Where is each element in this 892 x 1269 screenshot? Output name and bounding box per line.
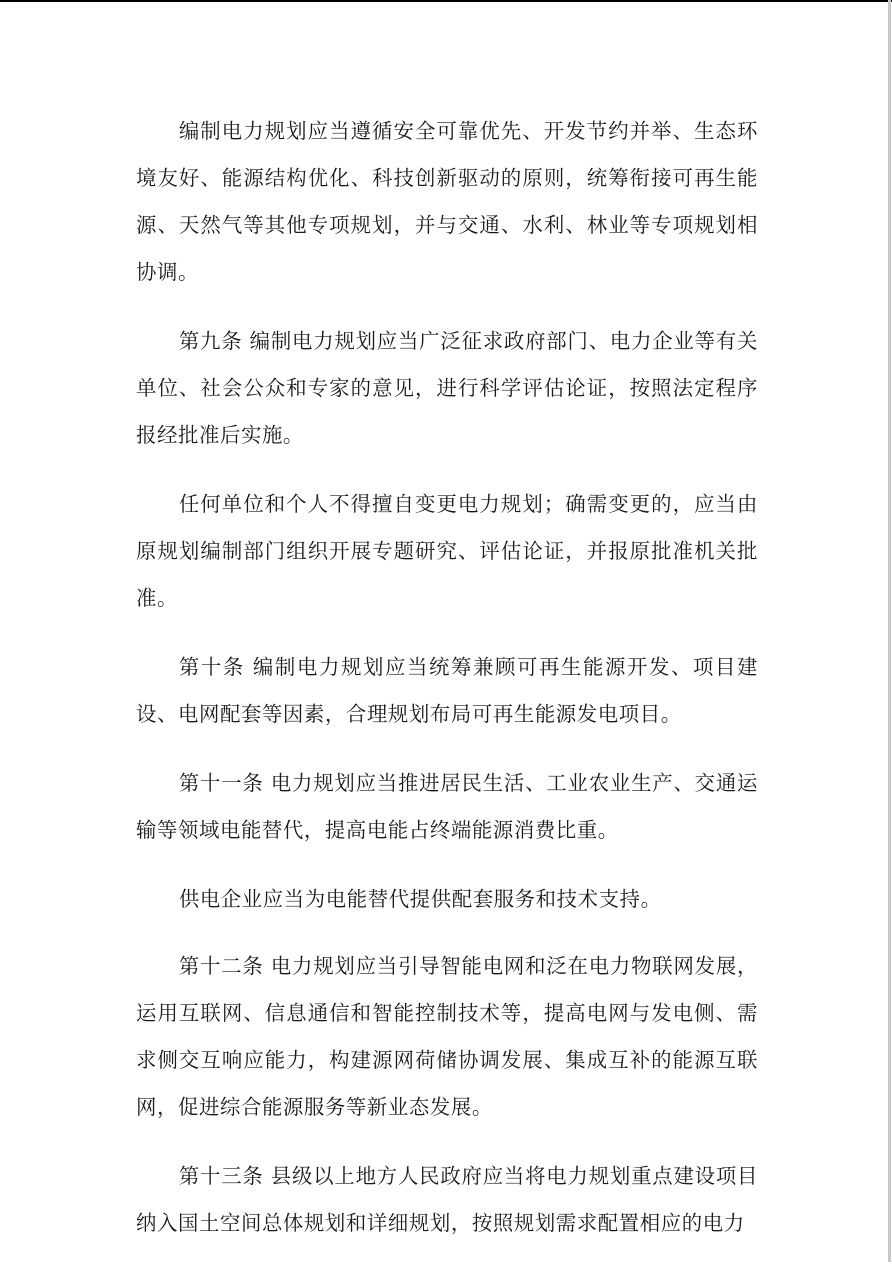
paragraph-power-supply-support: 供电企业应当为电能替代提供配套服务和技术支持。 [178, 887, 662, 911]
paragraph-article-9: 第九条 编制电力规划应当广泛征求政府部门、电力企业等有关单位、社会公众和专家的意见，进行科学评估论证，按照法定程序报经批准后实施。 [136, 329, 758, 447]
paragraph-plan-change: 任何单位和个人不得擅自变更电力规划；确需变更的，应当由原规划编制部门组织开展专题研究、评估论证，并报原批准机关批准。 [136, 492, 758, 610]
paragraph-article-12: 第十二条 电力规划应当引导智能电网和泛在电力物联网发展，运用互联网、信息通信和智能控制技术等，提高电网与发电侧、需求侧交互响应能力，构建源网荷储协调发展、集成互补的能源互联网，促进综合能源服务等新业态发展。 [136, 954, 758, 1119]
top-border-line [0, 0, 892, 2]
paragraph-article-13: 第十三条 县级以上地方人民政府应当将电力规划重点建设项目纳入国土空间总体规划和详细规划，按照规划需求配置相应的电力 [136, 1164, 758, 1235]
right-edge-shadow [888, 0, 891, 1262]
paragraph-planning-principles: 编制电力规划应当遵循安全可靠优先、开发节约并举、生态环境友好、能源结构优化、科技创新驱动的原则，统筹衔接可再生能源、天然气等其他专项规划，并与交通、水利、林业等专项规划相协调。 [136, 119, 758, 284]
paragraph-article-11: 第十一条 电力规划应当推进居民生活、工业农业生产、交通运输等领域电能替代，提高电能占终端能源消费比重。 [136, 771, 758, 842]
paragraph-article-10: 第十条 编制电力规划应当统筹兼顾可再生能源开发、项目建设、电网配套等因素，合理规划布局可再生能源发电项目。 [136, 655, 758, 726]
document-body [136, 108, 758, 1269]
